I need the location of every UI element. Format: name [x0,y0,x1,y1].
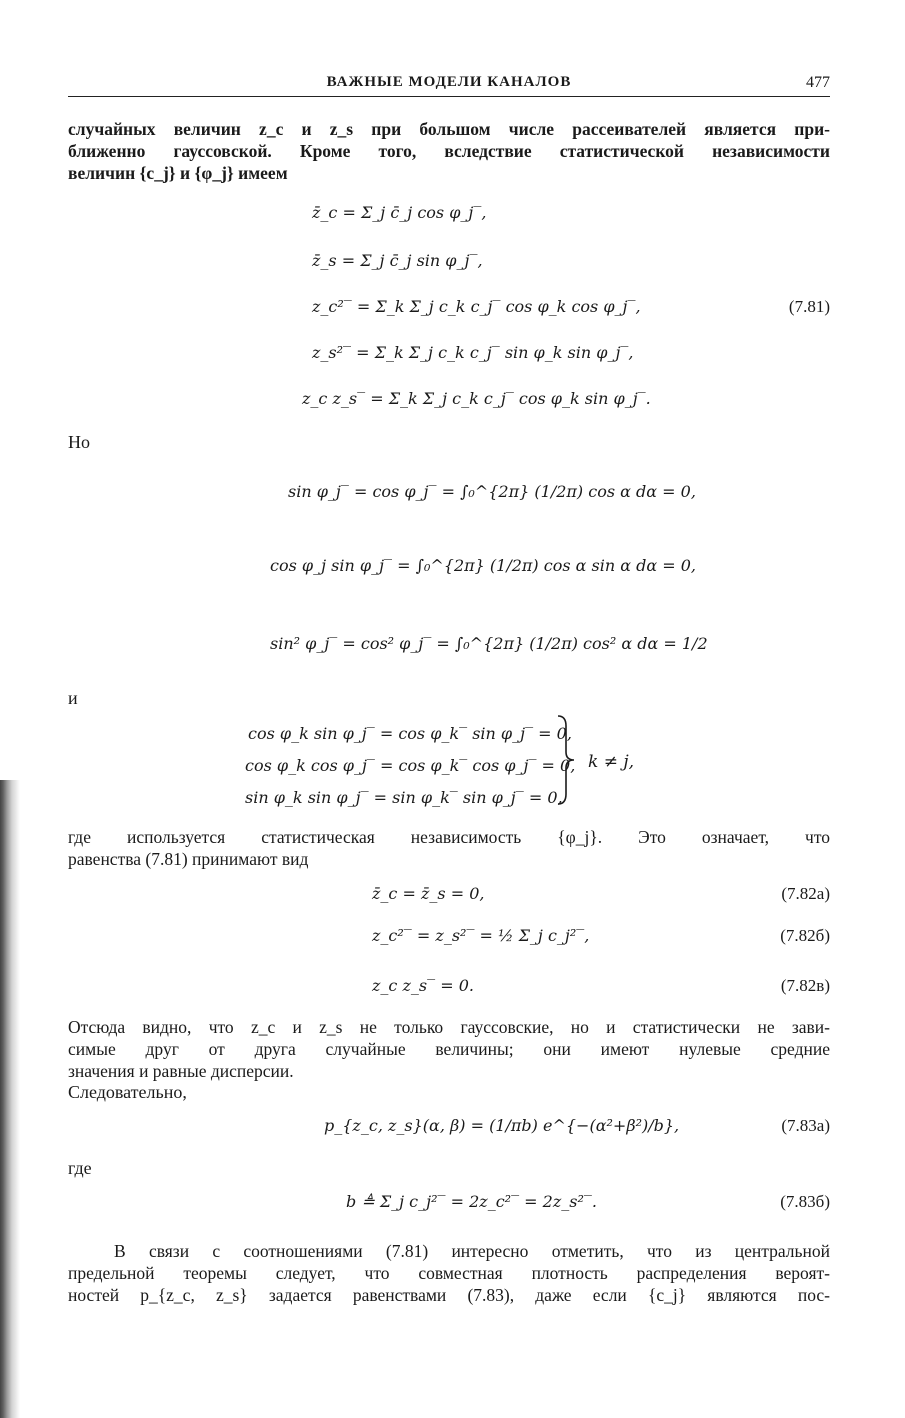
word-therefore: Следовательно, [68,1082,187,1102]
equation-line: z̄_s = Σ_j c̄_j sin φ_j‾, [312,251,483,270]
text-line: ближенно гауссовской. Кроме того, вследствие статистической независимости [68,141,830,161]
text-line: симые друг от друга случайные величины; они имеют нулевые средние [68,1039,830,1059]
equation-line: sin φ_j‾ = cos φ_j‾ = ∫₀^{2π} (1/2π) cos α dα = 0, [288,482,696,501]
word-and: и [68,688,78,708]
word-where: где [68,1158,92,1178]
text-line: Отсюда видно, что z_c и z_s не только гауссовские, но и статистически не зави- [68,1017,830,1037]
condition-k-neq-j: k ≠ j, [588,752,635,772]
paragraph-final [68,1240,830,1306]
equation-line: sin² φ_j‾ = cos² φ_j‾ = ∫₀^{2π} (1/2π) cos² α dα = 1/2 [270,634,708,653]
running-title: ВАЖНЫЕ МОДЕЛИ КАНАЛОВ [326,74,572,90]
text-line: равенства (7.81) принимают вид [68,849,309,869]
equation-number: (7.81) [788,297,830,316]
equation-line: cos φ_k cos φ_j‾ = cos φ_k‾ cos φ_j‾ = 0, [245,756,576,775]
equation-7-83a: p_{z_c, z_s}(α, β) = (1/πb) e^{−(α²+β²)/b}, [324,1116,680,1135]
text-line: ностей p_{z_c, z_s} задается равенствами (7.83), даже если {c_j} являются пос- [68,1285,830,1305]
equation-line: cos φ_j sin φ_j‾ = ∫₀^{2π} (1/2π) cos α sin α dα = 0, [270,556,697,575]
right-brace [556,714,576,806]
equation-line: z̄_c = z̄_s = 0, [372,884,485,903]
equation-line: z_c²‾ = Σ_k Σ_j c_k c_j‾ cos φ_k cos φ_j‾, [312,297,641,316]
equation-line: z_c²‾ = z_s²‾ = ½ Σ_j c_j²‾, [372,926,590,945]
paragraph-hence [68,1016,830,1082]
word-no: Но [68,432,90,452]
text-line: В связи с соотношениями (7.81) интересно отметить, что из центральной [114,1241,830,1261]
equation-number: (7.82б) [780,926,830,945]
equation-number: (7.82а) [781,884,830,903]
text-line: случайных величин z_c и z_s при большом числе рассеивателей является при- [68,119,830,139]
equation-number: (7.83б) [780,1192,830,1211]
equation-7-83b: b ≜ Σ_j c_j²‾ = 2z_c²‾ = 2z_s²‾. [346,1192,597,1211]
paragraph-intro [68,118,830,184]
text-line: предельной теоремы следует, что совместная плотность распределения вероят- [68,1263,830,1283]
text-line: значения и равные дисперсии. [68,1061,294,1081]
scan-edge-shadow [0,780,22,1418]
equation-line: sin φ_k sin φ_j‾ = sin φ_k‾ sin φ_j‾ = 0, [245,788,563,807]
page-header [68,72,830,96]
equation-number: (7.82в) [780,976,830,995]
equation-line: z_c z_s‾ = Σ_k Σ_j c_k c_j‾ cos φ_k sin φ_j‾. [302,389,651,408]
equation-line: cos φ_k sin φ_j‾ = cos φ_k‾ sin φ_j‾ = 0, [248,724,572,743]
text-line: величин {c_j} и {φ_j} имеем [68,163,288,183]
text-line: где используется статистическая независимость {φ_j}. Это означает, что [68,827,830,847]
header-rule [68,96,830,97]
equation-line: z̄_c = Σ_j c̄_j cos φ_j‾, [312,203,487,222]
equation-line: z_s²‾ = Σ_k Σ_j c_k c_j‾ sin φ_k sin φ_j‾, [312,343,634,362]
page-number: 477 [806,74,830,91]
equation-number: (7.83а) [781,1116,830,1135]
paragraph-where [68,826,830,870]
equation-line: z_c z_s‾ = 0. [372,976,474,995]
